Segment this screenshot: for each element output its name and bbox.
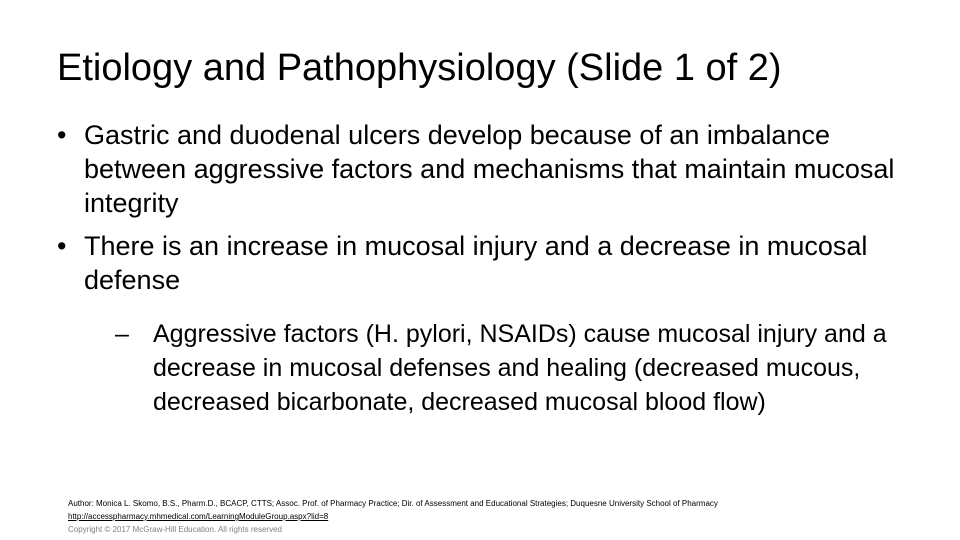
sub-bullet-item [115,317,907,419]
bullet-list [57,118,907,419]
bullet-marker: • [57,231,67,261]
bullet-text: Gastric and duodenal ulcers develop because of an imbalance between aggressive factors and mechanisms that maintain mucosal integrity [84,120,895,218]
sub-bullet-marker: – [115,320,129,348]
bullet-text: There is an increase in mucosal injury and a decrease in mucosal defense [84,231,868,295]
bullet-item [57,118,907,220]
footer [68,497,908,536]
bullet-item [57,229,907,297]
sub-bullet-text: Aggressive factors (H. pylori, NSAIDs) cause mucosal injury and a decrease in mucosal defenses and healing (decreased mucous, decreased bicarbonate, decreased mucosal blood flow) [153,320,887,416]
bullet-marker: • [57,120,67,150]
slide-title: Etiology and Pathophysiology (Slide 1 of 2) [57,47,782,89]
copyright-notice: Copyright © 2017 McGraw-Hill Education. All rights reserved [68,525,282,534]
author-credit: Author: Monica L. Skomo, B.S., Pharm.D., BCACP, CTTS; Assoc. Prof. of Pharmacy Practice; Dir. of Assessment and Educational Strategies; Duquesne University School of Pharmacy [68,499,718,508]
source-link[interactable]: http://accesspharmacy.mhmedical.com/LearningModuleGroup.aspx?lid=8 [68,512,329,521]
